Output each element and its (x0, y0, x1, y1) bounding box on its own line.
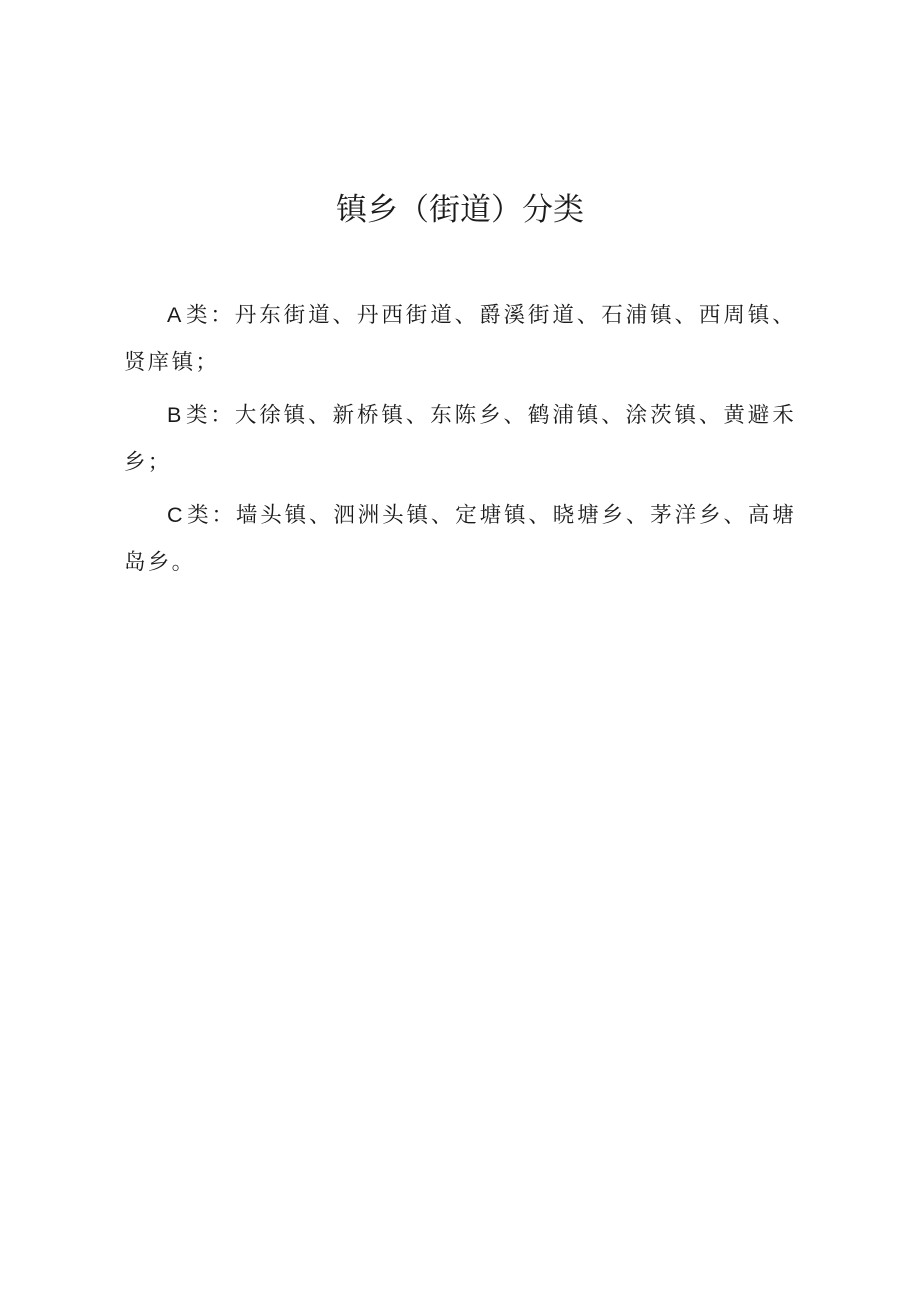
category-list (124, 292, 796, 592)
category-a-label: 类： (185, 303, 235, 328)
category-a-text: 丹东街道、丹西街道、爵溪街道、石浦镇、西周镇、贤庠镇； (124, 303, 796, 375)
category-b-paragraph (124, 392, 796, 486)
category-c-letter: C (167, 503, 183, 527)
page-title: 镇乡（街道）分类 (336, 192, 584, 228)
category-b-label: 类： (185, 403, 235, 428)
category-b-text: 大徐镇、新桥镇、东陈乡、鹤浦镇、涂茨镇、黄避禾乡； (124, 403, 796, 475)
category-c-label: 类： (186, 503, 236, 528)
category-c-paragraph (124, 492, 796, 586)
category-a-paragraph (124, 292, 796, 386)
category-c-text: 墙头镇、泗洲头镇、定塘镇、晓塘乡、茅洋乡、高塘岛乡。 (124, 503, 796, 575)
category-b-letter: B (167, 403, 182, 427)
category-a-letter: A (167, 303, 182, 327)
